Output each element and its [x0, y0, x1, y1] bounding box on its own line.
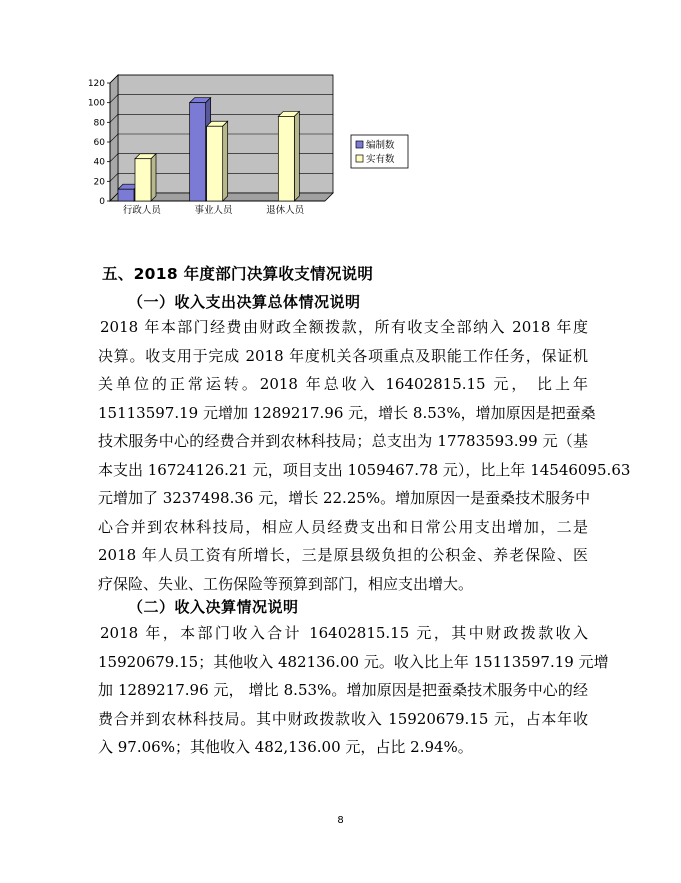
y-tick-label: 40: [93, 157, 105, 168]
paragraph-income-expenditure: [98, 313, 631, 598]
text-line: 15920679.15；其他收入 482136.00 元。收入比上年 15113597.19 元增: [98, 652, 609, 671]
text-line: 2018 年人员工资有所增长，三是原县级负担的公积金、养老保险、医: [98, 546, 588, 564]
paragraph-income: [98, 619, 609, 762]
text-line: 关单位的正常运转。2018 年总收入 16402815.15 元， 比上年: [98, 375, 588, 393]
text-line: 2018 年本部门经费由财政全额拨款，所有收支全部纳入 2018 年度: [100, 318, 588, 336]
subsection-title-income: （二）收入决算情况说明: [128, 598, 299, 616]
y-tick-label: 60: [93, 138, 105, 148]
x-category-label: 退休人员: [266, 205, 305, 216]
legend-label: 编制数: [366, 140, 395, 151]
bar-实有数-行政人员: [135, 154, 156, 201]
y-tick-label: 20: [93, 177, 105, 188]
subsection-title-income-expenditure: （一）收入支出决算总体情况说明: [128, 293, 361, 311]
text-line: 决算。收支用于完成 2018 年度机关各项重点及职能工作任务，保证机: [98, 346, 588, 365]
y-tick-label: 120: [87, 79, 105, 89]
x-category-label: 事业人员: [194, 205, 233, 216]
legend-label: 实有数: [366, 154, 395, 165]
x-category-label: 行政人员: [122, 205, 161, 216]
page-number: 8: [337, 815, 344, 826]
y-tick-label: 0: [99, 197, 105, 207]
y-tick-label: 80: [93, 118, 105, 129]
text-line: 本支出 16724126.21 元，项目支出 1059467.78 元），比上年 14546095.63: [98, 460, 631, 479]
text-line: 15113597.19 元增加 1289217.96 元，增长 8.53%，增加原因是把蚕桑: [98, 403, 596, 422]
staffing-bar-chart: [80, 72, 430, 227]
legend-swatch: [356, 155, 363, 162]
text-line: 疗保险、失业、工伤保险等预算到部门，相应支出增大。: [98, 574, 474, 593]
text-line: 元增加了 3237498.36 元，增长 22.25%。增加原因一是蚕桑技术服务中: [98, 489, 591, 507]
text-line: 入 97.06%；其他收入 482,136.00 元，占比 2.94%。: [98, 738, 473, 756]
text-line: 加 1289217.96 元， 增比 8.53%。增加原因是把蚕桑技术服务中心的经: [98, 681, 588, 699]
text-line: 费合并到农林科技局。其中财政拨款收入 15920679.15 元，占本年收: [98, 709, 588, 728]
legend-swatch: [356, 141, 363, 148]
section-title: 五、2018 年度部门决算收支情况说明: [102, 265, 374, 283]
text-line: 心合并到农林科技局，相应人员经费支出和日常公用支出增加，二是: [98, 517, 588, 536]
text-line: 2018 年，本部门收入合计 16402815.15 元，其中财政拨款收入: [100, 624, 588, 642]
text-line: 技术服务中心的经费合并到农林科技局；总支出为 17783593.99 元（基: [98, 432, 588, 450]
y-tick-label: 100: [87, 98, 105, 109]
bar-实有数-事业人员: [207, 121, 228, 201]
bar-实有数-退休人员: [278, 111, 299, 201]
